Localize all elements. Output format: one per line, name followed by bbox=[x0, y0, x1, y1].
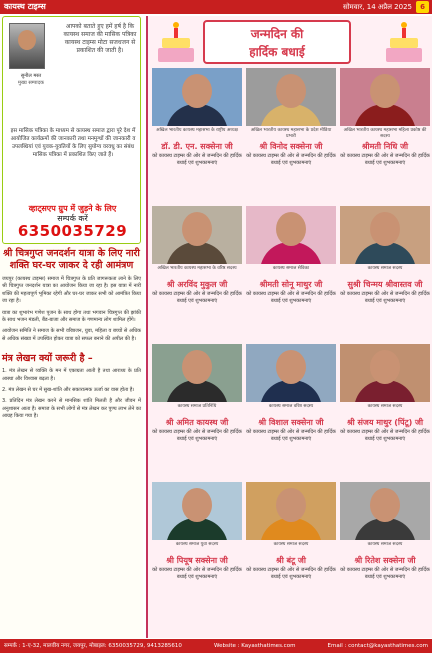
birthday-panel bbox=[146, 16, 432, 638]
editor-name: सुनील मस्त bbox=[20, 73, 42, 79]
person-name: श्री बंटू जी bbox=[276, 556, 306, 565]
person-name: श्री विनोद सक्सेना जी bbox=[259, 142, 323, 151]
person-description: कायस्थ समाज सदस्य bbox=[367, 542, 403, 547]
person-photo bbox=[340, 482, 430, 540]
cake-icon bbox=[154, 22, 198, 62]
article-body-2 bbox=[2, 368, 141, 420]
article-headline: श्री चित्रगुप्त जनदर्शन यात्रा के लिए नारी शक्ति घर-घर जाकर दे रही आमंत्रण bbox=[3, 248, 140, 271]
person-name: श्री विशाल सक्सेना जी bbox=[258, 418, 324, 427]
person-description: अखिल भारतीय कायस्थ महासभा के वरिष्ठ सदस्य bbox=[157, 266, 237, 271]
birthday-title bbox=[203, 20, 351, 64]
article-body bbox=[2, 276, 141, 343]
birthday-card bbox=[340, 206, 430, 344]
birthday-wish: को कायस्थ टाइम्स की ओर से जन्मदिन की हार्दिक बधाई एवं शुभकामनाएं bbox=[340, 567, 430, 580]
birthday-wish: को कायस्थ टाइम्स की ओर से जन्मदिन की हार्दिक बधाई एवं शुभकामनाएं bbox=[246, 153, 336, 166]
birthday-card bbox=[340, 482, 430, 620]
person-photo bbox=[246, 206, 336, 264]
birthday-wish: को कायस्थ टाइम्स की ओर से जन्मदिन की हार्दिक बधाई एवं शुभकामनाएं bbox=[152, 291, 242, 304]
birthday-card bbox=[152, 344, 242, 482]
person-description: कायस्थ समाज सदस्य bbox=[367, 266, 403, 271]
promo-body: इस मासिक पत्रिका के माध्यम से कायस्थ समाज द्वारा पूरे देश में आयोजित कार्यक्रमों की जानकारी तथा मनमुग्धों की जानकारी व उपलब्धियां एवं युवक-युवतियों के लिए सुयोग्य वरवधु का संबंध मासिक पत्रिका में प्रकाशित किए जाते हैं। bbox=[10, 128, 136, 158]
person-photo bbox=[340, 206, 430, 264]
birthday-wish: को कायस्थ टाइम्स की ओर से जन्मदिन की हार्दिक बधाई एवं शुभकामनाएं bbox=[246, 567, 336, 580]
person-name: डॉ. डी. एन. सक्सेना जी bbox=[161, 142, 233, 151]
page-number: 6 bbox=[416, 1, 429, 13]
person-description: अखिल भारतीय कायस्थ महासभा के राष्ट्रीय अध्यक्ष bbox=[156, 128, 238, 133]
birthday-card bbox=[246, 206, 336, 344]
issue-date: सोमवार, 14 अप्रैल 2025 bbox=[343, 3, 412, 11]
person-description: कायस्थ समाज वरिष्ठ सदस्य bbox=[268, 404, 314, 409]
person-name: सुश्री चिन्मय श्रीवास्तव जी bbox=[347, 280, 423, 289]
promo-box bbox=[2, 16, 141, 244]
footer-email[interactable]: Email : contact@kayasthatimes.com bbox=[327, 643, 428, 649]
whatsapp-cta: व्हाट्सएप ग्रुप में जुड़ने के लिए bbox=[28, 204, 117, 213]
person-description: अखिल भारतीय कायस्थ महासभा के प्रदेश मीडिया प्रभारी bbox=[250, 128, 332, 139]
person-photo bbox=[152, 68, 242, 126]
contact-phone[interactable]: 6350035729 bbox=[17, 222, 128, 240]
birthday-card bbox=[340, 344, 430, 482]
birthday-wish: को कायस्थ टाइम्स की ओर से जन्मदिन की हार्दिक बधाई एवं शुभकामनाएं bbox=[246, 291, 336, 304]
person-photo bbox=[246, 482, 336, 540]
person-photo bbox=[152, 206, 242, 264]
person-name: श्रीमती सोनू माथुर जी bbox=[259, 280, 323, 289]
promo-quote: आपको बताते हुए हमें हर्ष है कि कायस्थ समाज की मासिक पत्रिका कायस्थ टाइम्स मोटा सजधजन से प्रकाशित की जाती है। bbox=[63, 23, 137, 54]
birthday-card bbox=[152, 68, 242, 206]
footer-website[interactable]: Website : Kayasthatimes.com bbox=[213, 643, 296, 649]
person-photo bbox=[246, 68, 336, 126]
person-description: कायस्थ समाज सेविका bbox=[272, 266, 310, 271]
article bbox=[2, 248, 141, 421]
person-description: कायस्थ समाज युवा सदस्य bbox=[175, 542, 219, 547]
birthday-card bbox=[246, 68, 336, 206]
article-paragraph: आयोजन समिति ने समाज के सभी वरिष्ठजन, युवा, महिला व बच्चों से अधिक से अधिक संख्या में उपस्थित होकर यात्रा को सफल बनाने की अपील की है। bbox=[2, 328, 141, 342]
editor-photo bbox=[9, 23, 45, 69]
page-header bbox=[0, 0, 432, 14]
page-footer bbox=[0, 639, 432, 653]
person-description: अखिल भारतीय कायस्थ महासभा महिला प्रकोष्ठ की सदस्य bbox=[343, 128, 427, 139]
person-name: श्री पियूष सक्सेना जी bbox=[166, 556, 228, 565]
person-name: श्री अरविंद मुकुल जी bbox=[166, 280, 228, 289]
birthday-card bbox=[246, 482, 336, 620]
person-photo bbox=[340, 344, 430, 402]
person-description: कायस्थ समाज सदस्य bbox=[367, 404, 403, 409]
footer-address: सम्पर्क : 1-ए-32, मालवीय नगर, जयपुर, मोबाइल: 6350035729, 9413285610 bbox=[4, 643, 182, 649]
person-description: कायस्थ समाज प्रतिनिधि bbox=[177, 404, 217, 409]
person-photo bbox=[246, 344, 336, 402]
birthday-grid bbox=[152, 68, 430, 620]
article-paragraph: जयपुर (कायस्थ टाइम्स) समाज में चित्रगुप्त के प्रति जागरूकता लाने के लिए श्री चित्रगुप्त जनदर्शन यात्रा का आयोजन किया जा रहा है। इस यात्रा में नारी शक्ति की महत्वपूर्ण भूमिका रहेगी और घर-घर जाकर सभी को आमंत्रित किया जा रहा है। bbox=[2, 276, 141, 305]
birthday-wish: को कायस्थ टाइम्स की ओर से जन्मदिन की हार्दिक बधाई एवं शुभकामनाएं bbox=[246, 429, 336, 442]
birthday-card bbox=[340, 68, 430, 206]
birthday-wish: को कायस्थ टाइम्स की ओर से जन्मदिन की हार्दिक बधाई एवं शुभकामनाएं bbox=[152, 153, 242, 166]
article-paragraph: 3. प्रतिदिन मंत्र लेखन करने से मानसिक शांति मिलती है और जीवन में अनुशासन आता है। समाज के सभी लोगों से मंत्र लेखन कर पुण्य लाभ लेने का आग्रह किया गया है। bbox=[2, 398, 141, 420]
masthead: कायस्थ टाइम्स bbox=[4, 2, 46, 11]
birthday-wish: को कायस्थ टाइम्स की ओर से जन्मदिन की हार्दिक बधाई एवं शुभकामनाएं bbox=[340, 153, 430, 166]
birthday-card bbox=[152, 482, 242, 620]
person-photo bbox=[152, 482, 242, 540]
article-paragraph: 2. मंत्र लेखन से घर में सुख-शांति और सकारात्मक ऊर्जा का वास होता है। bbox=[2, 387, 135, 394]
left-column bbox=[0, 16, 143, 638]
birthday-wish: को कायस्थ टाइम्स की ओर से जन्मदिन की हार्दिक बधाई एवं शुभकामनाएं bbox=[152, 567, 242, 580]
contact-label: सम्पर्क करें bbox=[57, 214, 88, 223]
person-name: श्रीमती निधि जी bbox=[361, 142, 409, 151]
article-subhead: मंत्र लेखन क्यों जरूरी है – bbox=[2, 353, 93, 365]
article-paragraph: यात्रा का शुभारंभ गणेश पूजन के साथ होगा तथा भगवान चित्रगुप्त की झांकी के साथ भजन मंडली, बैंड-बाजा और समाज के गणमान्य लोग शामिल होंगे। bbox=[2, 309, 141, 324]
person-photo bbox=[340, 68, 430, 126]
birthday-card bbox=[152, 206, 242, 344]
article-paragraph: 1. मंत्र लेखन से व्यक्ति के मन में एकाग्रता आती है तथा आराध्य के प्रति आस्था और विश्वास बढ़ता है। bbox=[2, 368, 141, 382]
cake-icon bbox=[382, 22, 426, 62]
birthday-wish: को कायस्थ टाइम्स की ओर से जन्मदिन की हार्दिक बधाई एवं शुभकामनाएं bbox=[340, 429, 430, 442]
birthday-title-line1: जन्मदिन की bbox=[250, 27, 304, 41]
person-name: श्री संजय माथुर (पिंटू) जी bbox=[346, 418, 424, 427]
person-name: श्री अमित कायस्थ जी bbox=[165, 418, 229, 427]
editor-role: मुख्य सम्पादक bbox=[17, 80, 44, 86]
person-name: श्री रितेश सक्सेना जी bbox=[354, 556, 416, 565]
person-description: कायस्थ समाज सदस्य bbox=[273, 542, 309, 547]
birthday-title-line2: हार्दिक बधाई bbox=[249, 45, 305, 59]
person-photo bbox=[152, 344, 242, 402]
birthday-card bbox=[246, 344, 336, 482]
birthday-wish: को कायस्थ टाइम्स की ओर से जन्मदिन की हार्दिक बधाई एवं शुभकामनाएं bbox=[340, 291, 430, 304]
birthday-wish: को कायस्थ टाइम्स की ओर से जन्मदिन की हार्दिक बधाई एवं शुभकामनाएं bbox=[152, 429, 242, 442]
